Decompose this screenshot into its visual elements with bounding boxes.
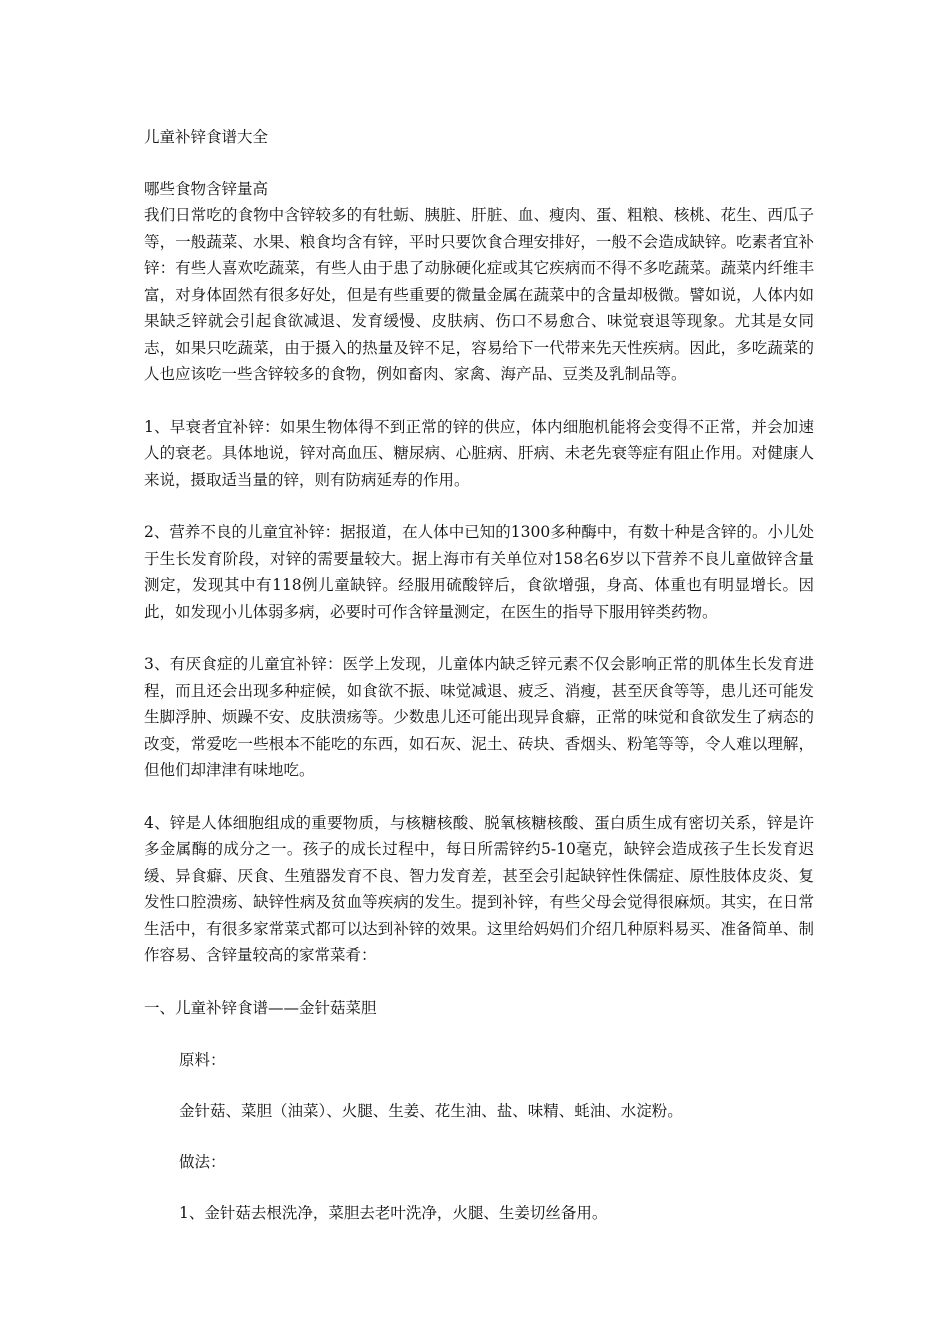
- point-paragraph-1: 1、早衰者宜补锌：如果生物体得不到正常的锌的供应，体内细胞机能将会变得不正常，并会加速人的衰老。具体地说，锌对高血压、糖尿病、心脏病、肝病、未老先衰等症有阻止作用。对健康人来说，摄取适当量的锌，则有防病延寿的作用。: [144, 417, 814, 489]
- ingredients-list: 金针菇、菜胆（油菜）、火腿、生姜、花生油、盐、味精、蚝油、水淀粉。: [179, 1101, 683, 1120]
- document-page: [144, 124, 814, 1251]
- document-title: 儿童补锌食谱大全: [144, 128, 269, 146]
- intro-heading: 哪些食物含锌量高: [144, 180, 269, 198]
- intro-paragraph: 我们日常吃的食物中含锌较多的有牡蛎、胰脏、肝脏、血、瘦肉、蛋、粗粮、核桃、花生、西瓜子等，一般蔬菜、水果、粮食均含有锌，平时只要饮食合理安排好，一般不会造成缺锌。吃素者宜补锌：有些人喜欢吃蔬菜，有些人由于患了动脉硬化症或其它疾病而不得不多吃蔬菜。蔬菜内纤维丰富，对身体固然有很多好处，但是有些重要的微量金属在蔬菜中的含量却极微。譬如说，人体内如果缺乏锌就会引起食欲减退、发育缓慢、皮肤病、伤口不易愈合、味觉衰退等现象。尤其是女同志，如果只吃蔬菜，由于摄入的热量及锌不足，容易给下一代带来先天性疾病。因此，多吃蔬菜的人也应该吃一些含锌较多的食物，例如畜肉、家禽、海产品、豆类及乳制品等。: [144, 206, 814, 383]
- point-paragraph-4: 4、锌是人体细胞组成的重要物质，与核糖核酸、脱氧核糖核酸、蛋白质生成有密切关系，锌是许多金属酶的成分之一。孩子的成长过程中，每日所需锌约5-10毫克，缺锌会造成孩子生长发育迟缓、异食癖、厌食、生殖器发育不良、智力发育差，甚至会引起缺锌性侏儒症、原性肢体皮炎、复发性口腔溃疡、缺锌性病及贫血等疾病的发生。提到补锌，有些父母会觉得很麻烦。其实，在日常生活中，有很多家常菜式都可以达到补锌的效果。这里给妈妈们介绍几种原料易买、准备简单、制作容易、含锌量较高的家常菜肴：: [144, 813, 814, 964]
- point-paragraph-2: 2、营养不良的儿童宜补锌：据报道，在人体中已知的1300多种酶中，有数十种是含锌的。小儿处于生长发育阶段，对锌的需要量较大。据上海市有关单位对158名6岁以下营养不良儿童做锌含量测定，发现其中有118例儿童缺锌。经服用硫酸锌后，食欲增强，身高、体重也有明显增长。因此，如发现小儿体弱多病，必要时可作含锌量测定，在医生的指导下服用锌类药物。: [144, 523, 814, 621]
- recipe-heading: 一、儿童补锌食谱——金针菇菜胆: [144, 998, 377, 1017]
- ingredients-label: 原料：: [179, 1050, 226, 1069]
- method-step-1: 1、金针菇去根洗净，菜胆去老叶洗净，火腿、生姜切丝备用。: [179, 1203, 608, 1222]
- method-label: 做法：: [179, 1152, 226, 1171]
- point-paragraph-3: 3、有厌食症的儿童宜补锌：医学上发现，儿童体内缺乏锌元素不仅会影响正常的肌体生长发育进程，而且还会出现多种症候，如食欲不振、味觉减退、疲乏、消瘦，甚至厌食等等，患儿还可能发生脚浮肿、烦躁不安、皮肤溃疡等。少数患儿还可能出现异食癖，正常的味觉和食欲发生了病态的改变，常爱吃一些根本不能吃的东西，如石灰、泥土、砖块、香烟头、粉笔等等，令人难以理解，但他们却津津有味地吃。: [144, 655, 814, 779]
